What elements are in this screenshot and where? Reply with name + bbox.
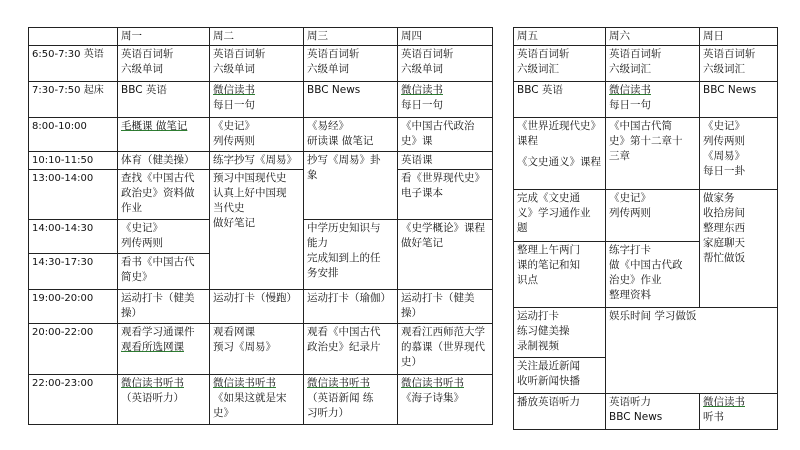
cell-mon: 《史记》 列传两则	[118, 220, 210, 254]
time-cell: 14:30-17:30	[29, 254, 118, 290]
cell-wed: 微信读书听书 （英语新闻 练 习听力）	[304, 375, 398, 425]
cell-thu: 《中国古代政治 史》课	[398, 118, 493, 152]
cell-sat: 英语百词斩 六级词汇	[606, 46, 700, 82]
time-cell: 6:50-7:30 英语	[29, 46, 118, 82]
header-thursday: 周四	[398, 28, 493, 46]
cell-sat: 微信读书 每日一句	[606, 82, 700, 118]
cell-fri: 播放英语听力	[514, 394, 606, 430]
cell-sun: 《史记》 列传两则 《周易》 每日一卦	[700, 118, 778, 190]
table-row	[29, 290, 493, 324]
cell-tue: 微信读书听书 《如果这就是宋 史》	[210, 375, 304, 425]
cell-thu: 微信读书 每日一句	[398, 82, 493, 118]
cell-thu: 观看江西师范大学 的慕课（世界现代 史）	[398, 324, 493, 375]
table-row	[29, 375, 493, 425]
cell-tue: 英语百词斩 六级单词	[210, 46, 304, 82]
time-cell: 13:00-14:00	[29, 170, 118, 220]
cell-tue: 运动打卡（慢跑）	[210, 290, 304, 324]
cell-tue: 微信读书 每日一句	[210, 82, 304, 118]
cell-fri: 关注最近新闻 收听新闻快播	[514, 358, 606, 394]
cell-thu: 英语百词斩 六级单词	[398, 46, 493, 82]
cell-thu: 微信读书听书 《海子诗集》	[398, 375, 493, 425]
cell-mon: 观看学习通课件 观看所选网课	[118, 324, 210, 375]
time-cell: 22:00-23:00	[29, 375, 118, 425]
cell-mon: 体育（健美操）	[118, 152, 210, 170]
time-cell: 20:00-22:00	[29, 324, 118, 375]
cell-sat: 英语听力 BBC News	[606, 394, 700, 430]
cell-thu: 看《世界现代史》 电子课本	[398, 170, 493, 220]
table-row	[29, 152, 493, 170]
header-wednesday: 周三	[304, 28, 398, 46]
header-sunday: 周日	[700, 28, 778, 46]
cell-sat: 《史记》 列传两则	[606, 190, 700, 242]
cell-thu: 运动打卡（健美操）	[398, 290, 493, 324]
table-row	[514, 46, 778, 82]
cell-wed: BBC News	[304, 82, 398, 118]
cell-mon: 看书《中国古代 简史》	[118, 254, 210, 290]
cell-fri: 整理上午两门 课的笔记和知 识点	[514, 242, 606, 308]
table-row	[29, 170, 493, 220]
corner-cell	[29, 28, 118, 46]
schedule-table-right	[513, 27, 778, 430]
header-row	[29, 28, 493, 46]
cell-sat: 练字打卡 做《中国古代政 治史》作业 整理资料	[606, 242, 700, 308]
time-cell: 10:10-11:50	[29, 152, 118, 170]
header-saturday: 周六	[606, 28, 700, 46]
table-row	[514, 394, 778, 430]
cell-mon: 查找《中国古代 政治史》资料做 作业	[118, 170, 210, 220]
table-row	[514, 118, 778, 190]
cell-tue: 预习中国现代史 认真上好中国现 当代史 做好笔记	[210, 170, 304, 290]
cell-sat: 《中国古代简 史》第十二章十 三章	[606, 118, 700, 190]
cell-wed: 英语百词斩 六级单词	[304, 46, 398, 82]
cell-mon: 英语百词斩 六级单词	[118, 46, 210, 82]
cell-tue: 观看网课 预习《周易》	[210, 324, 304, 375]
cell-wed: 《易经》 研读课 做笔记	[304, 118, 398, 152]
cell-tue: 练字抄写《周易》	[210, 152, 304, 170]
cell-sun: 微信读书 听书	[700, 394, 778, 430]
table-row	[29, 46, 493, 82]
cell-mon: 毛概课 做笔记	[118, 118, 210, 152]
cell-fri: 运动打卡 练习健美操 录制视频	[514, 308, 606, 358]
cell-sat-sun-merged: 娱乐时间 学习做饭	[606, 308, 778, 394]
time-cell: 7:30-7:50 起床	[29, 82, 118, 118]
cell-tue: 《史记》 列传两则	[210, 118, 304, 152]
cell-fri: 《世界近现代史》课程 《文史通义》课程	[514, 118, 606, 190]
table-row	[514, 82, 778, 118]
cell-sun: 英语百词斩 六级词汇	[700, 46, 778, 82]
cell-sun: BBC News	[700, 82, 778, 118]
header-row	[514, 28, 778, 46]
time-cell: 19:00-20:00	[29, 290, 118, 324]
table-row	[29, 118, 493, 152]
schedule-table-left	[28, 27, 493, 425]
table-row	[29, 82, 493, 118]
cell-fri: BBC 英语	[514, 82, 606, 118]
header-tuesday: 周二	[210, 28, 304, 46]
table-row	[514, 308, 778, 358]
cell-thu: 英语课	[398, 152, 493, 170]
cell-fri: 完成《文史通 义》学习通作业 题	[514, 190, 606, 242]
cell-mon: 运动打卡（健美 操）	[118, 290, 210, 324]
cell-wed: 抄写《周易》卦 象	[304, 152, 398, 220]
cell-thu: 《史学概论》课程 做好笔记	[398, 220, 493, 290]
cell-wed: 中学历史知识与 能力 完成知到上的任 务安排	[304, 220, 398, 290]
cell-mon: 微信读书听书 （英语听力）	[118, 375, 210, 425]
cell-mon: BBC 英语	[118, 82, 210, 118]
header-monday: 周一	[118, 28, 210, 46]
table-row	[29, 324, 493, 375]
time-cell: 14:00-14:30	[29, 220, 118, 254]
time-cell: 8:00-10:00	[29, 118, 118, 152]
table-row	[514, 190, 778, 242]
cell-wed: 观看《中国古代 政治史》纪录片	[304, 324, 398, 375]
cell-sun: 做家务 收拾房间 整理东西 家庭聊天 帮忙做饭	[700, 190, 778, 308]
cell-fri: 英语百词斩 六级词汇	[514, 46, 606, 82]
cell-wed: 运动打卡（瑜伽）	[304, 290, 398, 324]
header-friday: 周五	[514, 28, 606, 46]
